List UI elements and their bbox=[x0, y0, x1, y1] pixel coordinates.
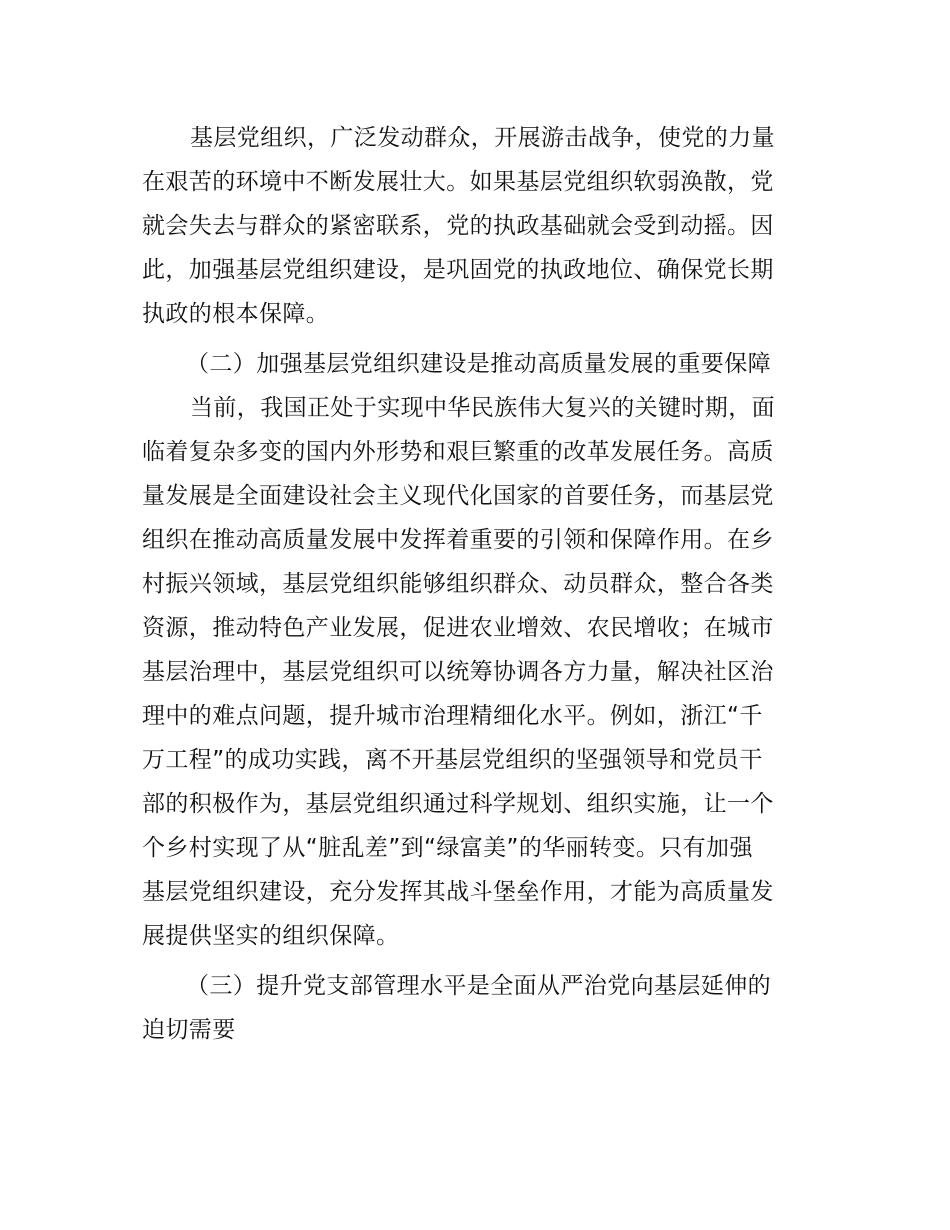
paragraph-line: 当前，我国正处于实现中华民族伟大复兴的关键时期，面 bbox=[190, 395, 775, 421]
paragraph-line: 展提供坚实的组织保障。 bbox=[142, 923, 400, 949]
paragraph-line: 部的积极作为，基层党组织通过科学规划、组织实施，让一个 bbox=[142, 791, 774, 817]
paragraph-line: 资源，推动特色产业发展，促进农业增效、农民增收；在城市 bbox=[142, 615, 774, 641]
section-heading-2: （二）加强基层党组织建设是推动高质量发展的重要保障 bbox=[186, 351, 771, 377]
paragraph-line: 基层治理中，基层党组织可以统筹协调各方力量，解决社区治 bbox=[142, 659, 774, 685]
paragraph-line: 组织在推动高质量发展中发挥着重要的引领和保障作用。在乡 bbox=[142, 527, 774, 553]
paragraph-line: 个乡村实现了从“脏乱差”到“绿富美”的华丽转变。只有加强 bbox=[142, 835, 753, 861]
section-heading-3: （三）提升党支部管理水平是全面从严治党向基层延伸的 bbox=[186, 973, 771, 999]
paragraph-line: 万工程”的成功实践，离不开基层党组织的坚强领导和党员干 bbox=[142, 747, 763, 773]
paragraph-line: 量发展是全面建设社会主义现代化国家的首要任务，而基层党 bbox=[142, 483, 774, 509]
section-heading-3-continuation: 迫切需要 bbox=[142, 1017, 236, 1043]
paragraph-line: 此，加强基层党组织建设，是巩固党的执政地位、确保党长期 bbox=[142, 257, 774, 283]
paragraph-line: 基层党组织，广泛发动群众，开展游击战争，使党的力量 bbox=[190, 125, 775, 151]
paragraph-line: 村振兴领域，基层党组织能够组织群众、动员群众，整合各类 bbox=[142, 571, 774, 597]
paragraph-line: 基层党组织建设，充分发挥其战斗堡垒作用，才能为高质量发 bbox=[142, 879, 774, 905]
paragraph-line: 就会失去与群众的紧密联系，党的执政基础就会受到动摇。因 bbox=[142, 213, 774, 239]
paragraph-line: 理中的难点问题，提升城市治理精细化水平。例如，浙江“千 bbox=[142, 703, 763, 729]
paragraph-line: 临着复杂多变的国内外形势和艰巨繁重的改革发展任务。高质 bbox=[142, 439, 774, 465]
paragraph-line: 在艰苦的环境中不断发展壮大。如果基层党组织软弱涣散，党 bbox=[142, 169, 774, 195]
paragraph-line: 执政的根本保障。 bbox=[142, 301, 330, 327]
